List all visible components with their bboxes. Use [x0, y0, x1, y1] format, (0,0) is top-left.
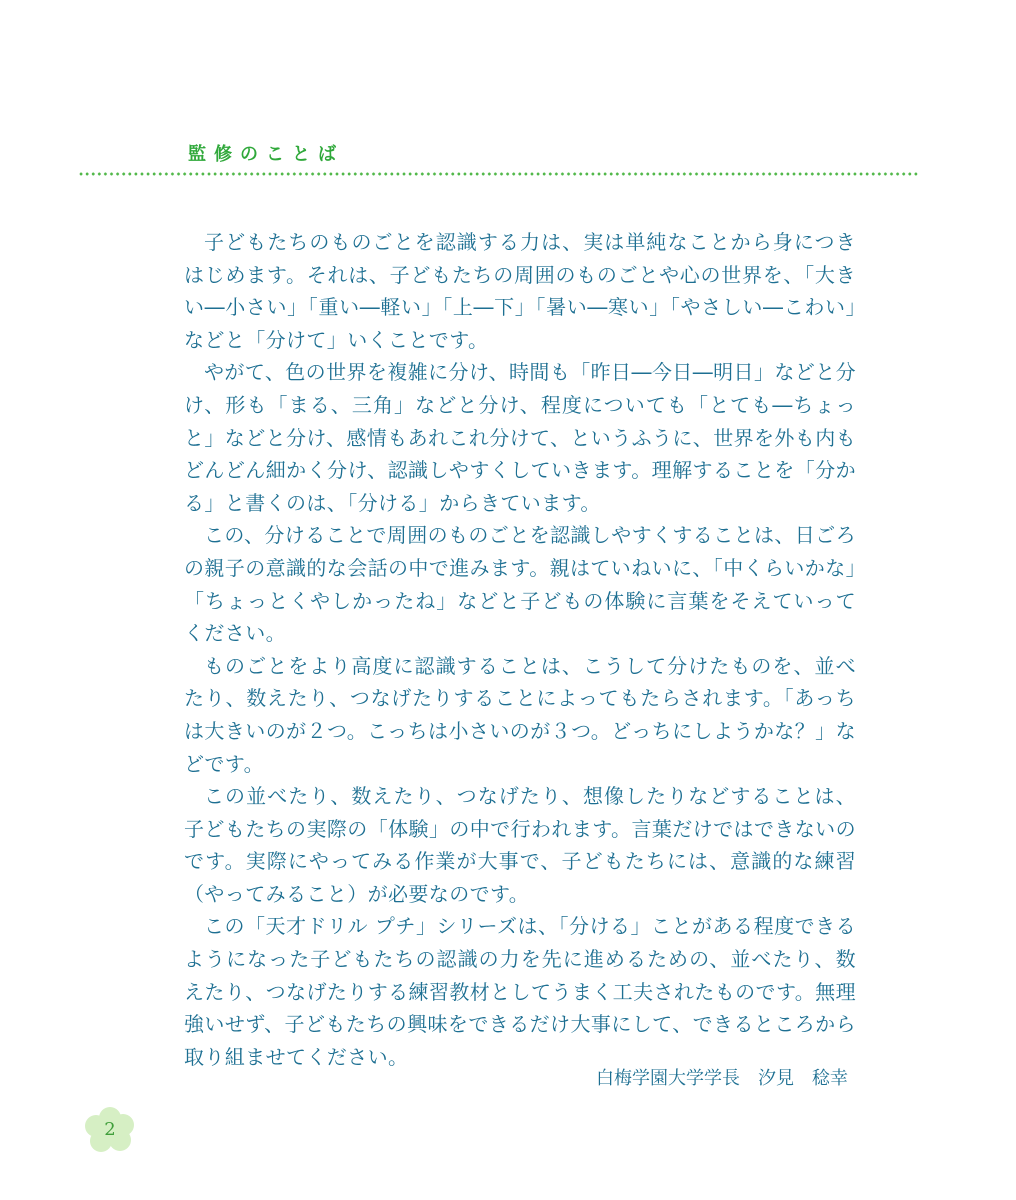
page-heading: 監修のことば [188, 144, 344, 165]
page-number-badge [84, 1106, 136, 1154]
paragraph-1: 子どもたちのものごとを認識する力は、実は単純なことから身につきはじめます。それは、子どもたちの周囲のものごとや心の世界を、「大きい―小さい」「重い―軽い」「上―下」「暑い―寒い」「やさしい―こわい」などと「分けて」いくことです。 [184, 230, 856, 352]
paragraph-6: この「天才ドリル プチ」シリーズは、「分ける」ことがある程度できるようになった子どもたちの認識の力を先に進めるための、並べたり、数えたり、つなげたりする練習教材としてうまく工夫されたものです。無理強いせず、子どもたちの興味をできるだけ大事にして、できるところから取り組ませてください。 [184, 914, 856, 1069]
paragraph-2: やがて、色の世界を複雑に分け、時間も「昨日―今日―明日」などと分け、形も「まる、三角」などと分け、程度についても「とても―ちょっと」などと分け、感情もあれこれ分けて、というふうに、世界を外も内もどんどん細かく分け、認識しやすくしていきます。理解することを「分かる」と書くのは、「分ける」からきています。 [184, 360, 856, 515]
dotted-divider [78, 172, 918, 176]
paragraph-4: ものごとをより高度に認識することは、こうして分けたものを、並べたり、数えたり、つなげたりすることによってもたらされます。「あっちは大きいのが２つ。こっちは小さいのが３つ。どっちにしようかな？」などです。 [184, 653, 856, 776]
page-number: 2 [104, 1119, 116, 1140]
author-signature: 白梅学園大学学長 汐見 稔幸 [596, 1068, 848, 1089]
paragraph-3: この、分けることで周囲のものごとを認識しやすくすることは、日ごろの親子の意識的な会話の中で進みます。親はていねいに、「中くらいかな」「ちょっとくやしかったね」などと子どもの体験に言葉をそえていってください。 [184, 523, 856, 646]
foreword-body [184, 226, 856, 1073]
paragraph-5: この並べたり、数えたり、つなげたり、想像したりなどすることは、子どもたちの実際の「体験」の中で行われます。言葉だけではできないのです。実際にやってみる作業が大事で、子どもたちには、意識的な練習（やってみること）が必要なのです。 [184, 784, 856, 906]
